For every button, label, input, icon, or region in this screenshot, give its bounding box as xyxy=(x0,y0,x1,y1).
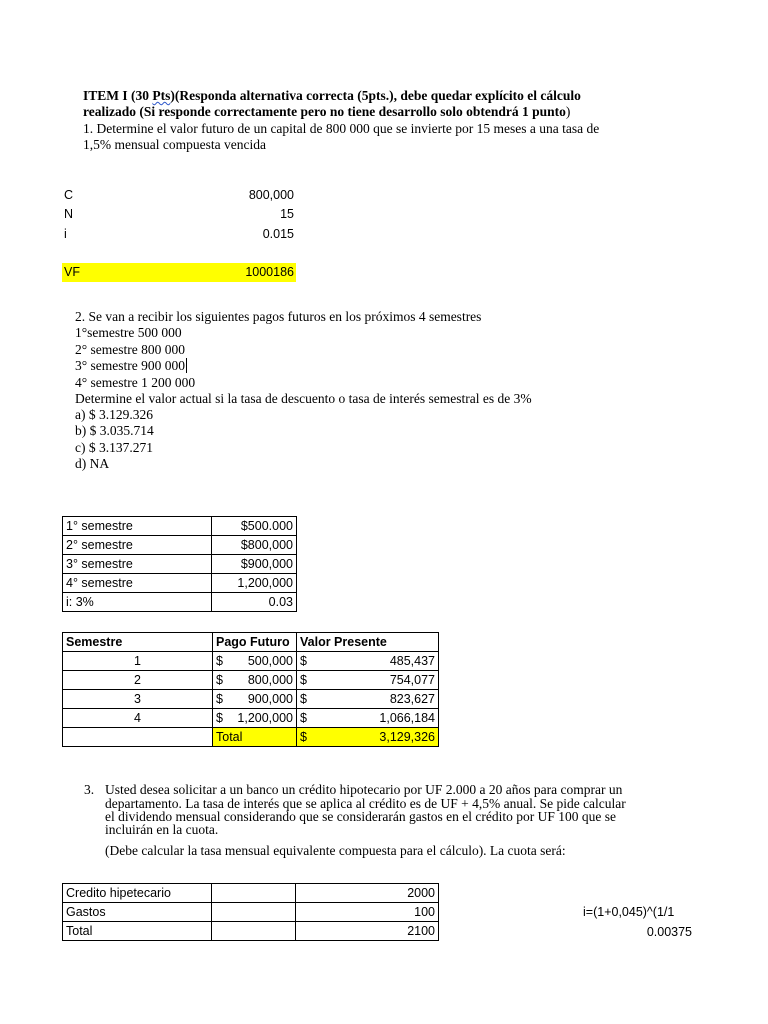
q1-result-label: VF xyxy=(64,265,80,279)
header-pago-futuro: Pago Futuro xyxy=(213,633,297,652)
q1-value-i: 0.015 xyxy=(262,227,294,241)
q3-text-line4: incluirán en la cuota. xyxy=(105,822,219,837)
q2-text-line5: 4° semestre 1 200 000 xyxy=(75,375,196,390)
q1-label-c: C xyxy=(64,188,74,202)
table-row: 2° semestre $800,000 xyxy=(63,536,297,555)
q2-text-line3: 2° semestre 800 000 xyxy=(75,342,186,357)
table-row: 3 $ 900,000 $ 823,627 xyxy=(63,690,439,709)
q2-option-b: b) $ 3.035.714 xyxy=(75,423,154,438)
item-title: ITEM I xyxy=(83,88,128,103)
total-value: 3,129,326 xyxy=(379,729,435,744)
table-row: Gastos 100 xyxy=(63,903,439,922)
q1-text-line2: 1,5% mensual compuesta vencida xyxy=(83,137,266,152)
q2-text-line2: 1°semestre 500 000 xyxy=(75,325,182,340)
q2-calc-table xyxy=(62,632,439,747)
q2-option-d: d) NA xyxy=(75,456,110,471)
table-row: 1° semestre $500.000 xyxy=(63,517,297,536)
spellcheck-word: Pts xyxy=(152,88,171,103)
table-row: 1 $ 500,000 $ 485,437 xyxy=(63,652,439,671)
table-row: 4 $ 1,200,000 $ 1,066,184 xyxy=(63,709,439,728)
q1-label-n: N xyxy=(64,207,74,221)
q1-text-line1: 1. Determine el valor futuro de un capital de 800 000 que se invierte por 15 meses a una tasa de xyxy=(83,121,600,136)
q1-label-i: i xyxy=(64,227,67,241)
item-heading-line2: realizado (Si responde correctamente pero no tiene desarrollo solo obtendrá 1 punto) xyxy=(83,104,571,119)
q3-formula: i=(1+0,045)^(1/1 xyxy=(583,905,675,919)
header-semestre: Semestre xyxy=(63,633,213,652)
table-row: Total 2100 xyxy=(63,922,439,941)
q1-value-c: 800,000 xyxy=(248,188,294,202)
q2-option-c: c) $ 3.137.271 xyxy=(75,440,153,455)
table-header-row xyxy=(63,633,439,652)
q2-text-line6: Determine el valor actual si la tasa de descuento o tasa de interés semestral es de 3% xyxy=(75,391,532,406)
q3-text-line1: Usted desea solicitar a un banco un crédito hipotecario por UF 2.000 a 20 años para comprar un xyxy=(105,782,623,797)
q3-text-line2: departamento. La tasa de interés que se aplica al crédito es de UF + 4,5% anual. Se pide calcular xyxy=(105,796,626,811)
text-cursor xyxy=(186,358,190,373)
q3-number: 3. xyxy=(84,782,95,797)
q1-result-value: 1000186 xyxy=(245,265,294,279)
q3-text-line3: el dividendo mensual considerando que se considerarán gastos en el crédito por UF 100 que se xyxy=(105,809,616,824)
q3-table xyxy=(62,883,439,941)
q2-input-table xyxy=(62,516,297,612)
q3-note: (Debe calcular la tasa mensual equivalente compuesta para el cálculo). La cuota será: xyxy=(105,843,566,858)
q2-text-line1: 2. Se van a recibir los siguientes pagos futuros en los próximos 4 semestres xyxy=(75,309,482,324)
item-heading-line1: ITEM I (30 Pts)(Responda alternativa correcta (5pts.), debe quedar explícito el cálculo xyxy=(83,88,581,103)
table-total-row: Total $ 3,129,326 xyxy=(63,728,439,747)
q1-value-n: 15 xyxy=(280,207,294,221)
q2-option-a: a) $ 3.129.326 xyxy=(75,407,153,422)
table-row: 4° semestre 1,200,000 xyxy=(63,574,297,593)
table-row: i: 3% 0.03 xyxy=(63,593,297,612)
q2-text-line4: 3° semestre 900 000 xyxy=(75,358,190,374)
total-label: Total xyxy=(213,728,297,747)
table-row: 2 $ 800,000 $ 754,077 xyxy=(63,671,439,690)
table-row: 3° semestre $900,000 xyxy=(63,555,297,574)
header-valor-presente: Valor Presente xyxy=(297,633,439,652)
table-row: Credito hipetecario 2000 xyxy=(63,884,439,903)
q3-rate: 0.00375 xyxy=(646,925,692,939)
